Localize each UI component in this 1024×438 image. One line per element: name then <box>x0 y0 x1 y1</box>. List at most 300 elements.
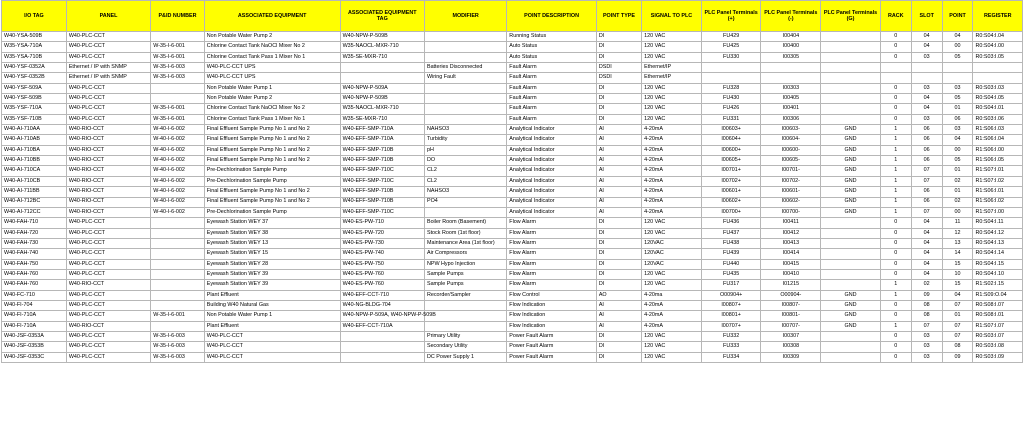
table-cell[interactable] <box>151 94 205 104</box>
table-cell[interactable]: W40-YSA-509B <box>2 32 67 42</box>
table-row[interactable] <box>2 73 1023 83</box>
table-cell[interactable]: I00707+ <box>701 321 761 331</box>
table-cell[interactable]: Plant Effluent <box>204 290 340 300</box>
table-cell[interactable]: AI <box>596 176 641 186</box>
table-cell[interactable]: pH <box>424 145 506 155</box>
table-cell[interactable]: W40-ES-PW-750 <box>340 259 424 269</box>
table-cell[interactable]: GND <box>821 300 881 310</box>
table-cell[interactable] <box>761 63 821 73</box>
table-cell[interactable]: W40-RIO-CCT <box>66 125 150 135</box>
table-cell[interactable]: 4-20ma <box>642 290 702 300</box>
table-cell[interactable]: I00604+ <box>701 135 761 145</box>
table-cell[interactable]: AO <box>596 290 641 300</box>
table-row[interactable] <box>2 135 1023 145</box>
table-cell[interactable]: Stock Room (1st floor) <box>424 228 506 238</box>
table-cell[interactable]: Analytical Indicator <box>507 187 597 197</box>
table-cell[interactable]: 120 VAC <box>642 52 702 62</box>
table-cell[interactable]: W40-PLC-CCT <box>66 42 150 52</box>
table-cell[interactable]: I00801+ <box>701 311 761 321</box>
table-row[interactable] <box>2 63 1023 73</box>
column-header[interactable]: I/O TAG <box>2 1 67 32</box>
table-cell[interactable]: Power Fault Alarm <box>507 352 597 362</box>
table-cell[interactable]: 03 <box>911 352 942 362</box>
table-cell[interactable]: Final Effluent Sample Pump No 1 and No 2 <box>204 187 340 197</box>
table-cell[interactable]: 4-20mA <box>642 166 702 176</box>
table-cell[interactable]: 1 <box>880 145 911 155</box>
table-cell[interactable]: 02 <box>942 176 973 186</box>
table-cell[interactable]: 0 <box>880 238 911 248</box>
table-cell[interactable]: 02 <box>942 197 973 207</box>
table-cell[interactable]: I00414 <box>761 249 821 259</box>
table-cell[interactable]: Boiler Room (Basement) <box>424 218 506 228</box>
table-cell[interactable]: 05 <box>942 156 973 166</box>
table-cell[interactable]: NAHSO3 <box>424 187 506 197</box>
table-cell[interactable]: W40-RIO-CCT <box>66 176 150 186</box>
table-cell[interactable]: Flow Alarm <box>507 249 597 259</box>
table-cell[interactable]: DC Power Supply 1 <box>424 352 506 362</box>
table-cell[interactable] <box>942 73 973 83</box>
table-cell[interactable]: 120VAC <box>642 249 702 259</box>
table-cell[interactable]: Flow Alarm <box>507 280 597 290</box>
table-cell[interactable]: W35-SE-MXR-710 <box>340 114 424 124</box>
table-cell[interactable]: GND <box>821 187 881 197</box>
table-cell[interactable]: W40-RIO-CCT <box>66 280 150 290</box>
table-row[interactable] <box>2 300 1023 310</box>
table-cell[interactable]: GND <box>821 166 881 176</box>
table-cell[interactable]: W-35-I-6-003 <box>151 352 205 362</box>
column-header[interactable]: MODIFIER <box>424 1 506 32</box>
table-cell[interactable] <box>821 269 881 279</box>
table-cell[interactable]: NAHSO3 <box>424 125 506 135</box>
table-cell[interactable]: 0 <box>880 269 911 279</box>
table-cell[interactable]: DI <box>596 228 641 238</box>
table-cell[interactable]: I00411 <box>761 218 821 228</box>
table-cell[interactable]: W35-NAOCL-MXR-710 <box>340 42 424 52</box>
table-cell[interactable]: W40-EFF-CCT-710A <box>340 321 424 331</box>
table-cell[interactable]: Flow Alarm <box>507 238 597 248</box>
table-cell[interactable]: I00700- <box>761 207 821 217</box>
table-cell[interactable]: Flow Indication <box>507 321 597 331</box>
table-cell[interactable]: W-35-I-6-001 <box>151 311 205 321</box>
table-cell[interactable]: Analytical Indicator <box>507 156 597 166</box>
table-row[interactable] <box>2 187 1023 197</box>
column-header[interactable]: SLOT <box>911 1 942 32</box>
table-cell[interactable]: W40-EFF-SMP-710A <box>340 135 424 145</box>
table-cell[interactable]: W40-FI-710A <box>2 311 67 321</box>
table-cell[interactable]: I00702+ <box>701 176 761 186</box>
table-cell[interactable]: Final Effluent Sample Pump No 1 and No 2 <box>204 125 340 135</box>
table-cell[interactable]: AI <box>596 300 641 310</box>
table-cell[interactable]: Maintenance Area (1st floor) <box>424 238 506 248</box>
table-cell[interactable]: I00412 <box>761 228 821 238</box>
table-row[interactable] <box>2 94 1023 104</box>
table-cell[interactable]: 04 <box>911 249 942 259</box>
table-cell[interactable]: 03 <box>911 342 942 352</box>
table-cell[interactable] <box>821 73 881 83</box>
table-cell[interactable]: 04 <box>942 290 973 300</box>
table-cell[interactable]: W40-YSF-0352B <box>2 73 67 83</box>
table-cell[interactable]: Flow Alarm <box>507 218 597 228</box>
table-cell[interactable]: R0:S04:I.04 <box>973 32 1023 42</box>
table-cell[interactable]: Power Fault Alarm <box>507 342 597 352</box>
table-cell[interactable]: Eyewash Station WEY 39 <box>204 280 340 290</box>
table-cell[interactable]: 4-20mA <box>642 311 702 321</box>
table-cell[interactable]: W-35-I-6-003 <box>151 342 205 352</box>
table-cell[interactable]: I00306 <box>761 114 821 124</box>
table-cell[interactable]: W40-RIO-CCT <box>66 321 150 331</box>
table-cell[interactable]: Wiring Fault <box>424 73 506 83</box>
table-cell[interactable]: DI <box>596 249 641 259</box>
table-cell[interactable]: 07 <box>942 331 973 341</box>
table-cell[interactable]: I00605+ <box>701 156 761 166</box>
table-row[interactable] <box>2 321 1023 331</box>
table-cell[interactable]: 1 <box>880 280 911 290</box>
table-cell[interactable]: O00904- <box>761 290 821 300</box>
table-cell[interactable] <box>424 114 506 124</box>
table-cell[interactable]: 4-20mA <box>642 207 702 217</box>
table-cell[interactable]: W40-PLC-CCT <box>66 331 150 341</box>
table-cell[interactable] <box>880 73 911 83</box>
table-cell[interactable]: Fault Alarm <box>507 94 597 104</box>
table-cell[interactable]: W40-RIO-CCT <box>66 145 150 155</box>
table-cell[interactable]: R0:S03:I.05 <box>973 52 1023 62</box>
table-cell[interactable]: W40-PLC-CCT <box>66 83 150 93</box>
table-cell[interactable]: W35-NAOCL-MXR-710 <box>340 104 424 114</box>
table-cell[interactable]: 0 <box>880 331 911 341</box>
table-cell[interactable]: 13 <box>942 238 973 248</box>
table-cell[interactable]: 08 <box>911 300 942 310</box>
table-cell[interactable]: W-35-I-6-001 <box>151 52 205 62</box>
table-cell[interactable] <box>151 218 205 228</box>
table-cell[interactable]: GND <box>821 135 881 145</box>
column-header[interactable]: POINT TYPE <box>596 1 641 32</box>
table-cell[interactable]: Final Effluent Sample Pump No 1 and No 2 <box>204 145 340 155</box>
table-cell[interactable]: 09 <box>942 352 973 362</box>
table-cell[interactable]: 01 <box>942 104 973 114</box>
table-cell[interactable]: FU439 <box>701 249 761 259</box>
table-cell[interactable] <box>821 63 881 73</box>
table-cell[interactable]: I00601+ <box>701 187 761 197</box>
table-cell[interactable]: 0 <box>880 114 911 124</box>
table-cell[interactable]: W40-EFF-SMP-710B <box>340 187 424 197</box>
table-cell[interactable] <box>340 73 424 83</box>
table-cell[interactable] <box>424 42 506 52</box>
table-cell[interactable] <box>701 73 761 83</box>
table-cell[interactable]: W40-EFF-SMP-710C <box>340 176 424 186</box>
table-cell[interactable]: R0:S08:I.01 <box>973 311 1023 321</box>
table-cell[interactable]: 4-20mA <box>642 300 702 310</box>
table-cell[interactable]: DI <box>596 52 641 62</box>
table-cell[interactable]: W40-RIO-CCT <box>66 207 150 217</box>
table-cell[interactable]: 15 <box>942 280 973 290</box>
table-cell[interactable]: W35-SE-MXR-710 <box>340 52 424 62</box>
table-cell[interactable]: AI <box>596 135 641 145</box>
table-cell[interactable]: 4-20mA <box>642 321 702 331</box>
table-cell[interactable]: W-40-I-6-002 <box>151 125 205 135</box>
table-cell[interactable]: Power Fault Alarm <box>507 331 597 341</box>
table-cell[interactable]: Flow Alarm <box>507 269 597 279</box>
table-cell[interactable] <box>821 83 881 93</box>
table-cell[interactable]: W-35-I-6-001 <box>151 42 205 52</box>
table-cell[interactable]: I00405 <box>761 94 821 104</box>
table-cell[interactable] <box>340 63 424 73</box>
table-cell[interactable]: W35-YSF-710A <box>2 104 67 114</box>
table-cell[interactable]: 07 <box>911 176 942 186</box>
table-cell[interactable]: Chlorine Contact Tank Pass 1 Mixer No 1 <box>204 114 340 124</box>
table-cell[interactable]: Non Potable Water Pump 1 <box>204 83 340 93</box>
table-cell[interactable]: GND <box>821 197 881 207</box>
table-cell[interactable]: R1:S06:I.05 <box>973 156 1023 166</box>
table-cell[interactable]: W40-NG-BLDG-704 <box>340 300 424 310</box>
table-cell[interactable]: Ethernet / IP with SNMP <box>66 63 150 73</box>
table-cell[interactable]: I00702- <box>761 176 821 186</box>
table-cell[interactable]: 03 <box>911 83 942 93</box>
table-cell[interactable]: 4-20mA <box>642 125 702 135</box>
table-cell[interactable] <box>340 331 424 341</box>
table-cell[interactable]: W40-FAH-760 <box>2 280 67 290</box>
table-cell[interactable]: W40-PLC-CCT <box>66 32 150 42</box>
table-cell[interactable]: 4-20mA <box>642 187 702 197</box>
table-cell[interactable]: R0:S04:I.05 <box>973 94 1023 104</box>
table-cell[interactable]: Ethernet/IP <box>642 63 702 73</box>
table-cell[interactable] <box>424 94 506 104</box>
table-cell[interactable]: W40-YSF-509A <box>2 83 67 93</box>
table-cell[interactable]: W40-PLC-CCT <box>66 311 150 321</box>
table-cell[interactable]: I00601- <box>761 187 821 197</box>
table-cell[interactable]: Analytical Indicator <box>507 207 597 217</box>
table-cell[interactable]: W40-ES-PW-760 <box>340 269 424 279</box>
table-cell[interactable]: 0 <box>880 249 911 259</box>
table-cell[interactable]: Recorder/Sampler <box>424 290 506 300</box>
table-cell[interactable]: W40-PLC-CCT <box>66 269 150 279</box>
table-cell[interactable] <box>151 259 205 269</box>
table-cell[interactable]: DI <box>596 83 641 93</box>
table-cell[interactable]: Batteries Disconnected <box>424 63 506 73</box>
table-cell[interactable]: 1 <box>880 156 911 166</box>
table-cell[interactable] <box>701 63 761 73</box>
table-cell[interactable]: 120 VAC <box>642 331 702 341</box>
table-cell[interactable]: W40-EFF-SMP-710C <box>340 207 424 217</box>
table-cell[interactable]: DI <box>596 342 641 352</box>
table-cell[interactable]: W40-RIO-CCT <box>66 156 150 166</box>
table-cell[interactable]: I00701+ <box>701 166 761 176</box>
table-cell[interactable]: I00600- <box>761 145 821 155</box>
table-cell[interactable]: FU437 <box>701 228 761 238</box>
table-cell[interactable]: Eyewash Station WEY 28 <box>204 259 340 269</box>
table-cell[interactable]: 03 <box>911 331 942 341</box>
table-cell[interactable]: Secondary Utility <box>424 342 506 352</box>
table-cell[interactable]: 1 <box>880 176 911 186</box>
table-cell[interactable] <box>942 63 973 73</box>
table-cell[interactable]: I00700+ <box>701 207 761 217</box>
table-row[interactable] <box>2 83 1023 93</box>
table-cell[interactable]: W40-AI-711BB <box>2 187 67 197</box>
table-cell[interactable]: 0 <box>880 32 911 42</box>
table-cell[interactable]: 07 <box>911 166 942 176</box>
table-cell[interactable] <box>151 300 205 310</box>
table-cell[interactable]: Analytical Indicator <box>507 135 597 145</box>
table-cell[interactable]: Eyewash Station WEY 13 <box>204 238 340 248</box>
column-header[interactable]: PLC Panel Terminals (G) <box>821 1 881 32</box>
table-cell[interactable]: Sample Pumps <box>424 280 506 290</box>
table-cell[interactable] <box>340 352 424 362</box>
table-cell[interactable]: W40-YSF-509B <box>2 94 67 104</box>
table-cell[interactable]: R0:S03:I.03 <box>973 83 1023 93</box>
table-cell[interactable]: 09 <box>911 290 942 300</box>
table-cell[interactable]: W40-AI-710CB <box>2 176 67 186</box>
table-cell[interactable]: CL2 <box>424 166 506 176</box>
table-row[interactable] <box>2 249 1023 259</box>
table-row[interactable] <box>2 166 1023 176</box>
table-row[interactable] <box>2 342 1023 352</box>
column-header[interactable]: PLC Panel Terminals (+) <box>701 1 761 32</box>
table-cell[interactable]: 15 <box>942 259 973 269</box>
table-cell[interactable]: W-40-I-6-002 <box>151 187 205 197</box>
table-cell[interactable]: I00600+ <box>701 145 761 155</box>
table-row[interactable] <box>2 290 1023 300</box>
table-row[interactable] <box>2 352 1023 362</box>
table-cell[interactable]: 04 <box>911 238 942 248</box>
column-header[interactable]: PLC Panel Terminals (-) <box>761 1 821 32</box>
table-cell[interactable]: Fault Alarm <box>507 104 597 114</box>
table-cell[interactable]: I01215 <box>761 280 821 290</box>
table-cell[interactable]: 120 VAC <box>642 342 702 352</box>
table-cell[interactable]: Fault Alarm <box>507 83 597 93</box>
table-cell[interactable]: W40-FC-710 <box>2 290 67 300</box>
table-cell[interactable]: W40-AI-712BC <box>2 197 67 207</box>
table-cell[interactable]: FU334 <box>701 352 761 362</box>
table-cell[interactable]: I00307 <box>761 331 821 341</box>
table-cell[interactable]: 00 <box>942 145 973 155</box>
column-header[interactable]: P&ID NUMBER <box>151 1 205 32</box>
table-cell[interactable]: W40-AI-710BA <box>2 145 67 155</box>
table-cell[interactable] <box>821 331 881 341</box>
table-cell[interactable]: W40-EFF-SMP-710B <box>340 197 424 207</box>
table-cell[interactable]: 07 <box>911 321 942 331</box>
table-row[interactable] <box>2 125 1023 135</box>
table-cell[interactable]: R0:S08:I.07 <box>973 300 1023 310</box>
table-cell[interactable]: Eyewash Station WEY 39 <box>204 269 340 279</box>
table-cell[interactable]: DI <box>596 104 641 114</box>
table-cell[interactable]: I00400 <box>761 42 821 52</box>
column-header[interactable]: ASSOCIATED EQUIPMENT <box>204 1 340 32</box>
table-cell[interactable]: Turbidity <box>424 135 506 145</box>
table-cell[interactable]: 120VAC <box>642 259 702 269</box>
table-cell[interactable]: I00707- <box>761 321 821 331</box>
table-cell[interactable]: GND <box>821 321 881 331</box>
table-cell[interactable]: DI <box>596 331 641 341</box>
table-cell[interactable]: W40-JSF-0353B <box>2 342 67 352</box>
table-cell[interactable]: W40-AI-710CA <box>2 166 67 176</box>
table-cell[interactable] <box>821 42 881 52</box>
table-cell[interactable]: W-40-I-6-002 <box>151 207 205 217</box>
table-row[interactable] <box>2 207 1023 217</box>
table-cell[interactable]: W40-PLC-CCT <box>204 342 340 352</box>
table-cell[interactable] <box>821 259 881 269</box>
table-cell[interactable]: W40-PLC-CCT <box>66 300 150 310</box>
table-row[interactable] <box>2 32 1023 42</box>
table-cell[interactable]: Non Potable Water Pump 2 <box>204 32 340 42</box>
table-cell[interactable] <box>821 249 881 259</box>
table-cell[interactable]: 05 <box>942 94 973 104</box>
table-cell[interactable]: DI <box>596 352 641 362</box>
table-cell[interactable]: FU435 <box>701 269 761 279</box>
table-cell[interactable]: AI <box>596 207 641 217</box>
table-cell[interactable] <box>151 290 205 300</box>
table-cell[interactable]: PO4 <box>424 197 506 207</box>
table-cell[interactable]: W35-YSA-710A <box>2 42 67 52</box>
table-cell[interactable]: FU425 <box>701 42 761 52</box>
table-cell[interactable]: I00603- <box>761 125 821 135</box>
table-cell[interactable]: Chlorine Contact Tank Pass 1 Mixer No 1 <box>204 52 340 62</box>
table-cell[interactable]: W40-AI-710AA <box>2 125 67 135</box>
table-cell[interactable]: FU317 <box>701 280 761 290</box>
table-row[interactable] <box>2 269 1023 279</box>
table-cell[interactable]: W40-FAH-730 <box>2 238 67 248</box>
table-cell[interactable] <box>821 228 881 238</box>
table-cell[interactable]: W40-EFF-SMP-710A <box>340 125 424 135</box>
table-cell[interactable]: FU438 <box>701 238 761 248</box>
table-cell[interactable]: Analytical Indicator <box>507 166 597 176</box>
table-cell[interactable]: 1 <box>880 166 911 176</box>
table-cell[interactable]: NPW Hypo Injection <box>424 259 506 269</box>
table-cell[interactable]: 4-20mA <box>642 145 702 155</box>
table-cell[interactable]: W40-AI-710BB <box>2 156 67 166</box>
table-cell[interactable]: R0:S04:I.00 <box>973 42 1023 52</box>
table-cell[interactable] <box>151 238 205 248</box>
table-cell[interactable]: R1:S07:I.01 <box>973 166 1023 176</box>
table-cell[interactable]: 03 <box>942 83 973 93</box>
table-cell[interactable]: W-40-I-6-002 <box>151 166 205 176</box>
table-cell[interactable]: 07 <box>942 300 973 310</box>
table-cell[interactable]: R0:S03:I.07 <box>973 331 1023 341</box>
table-cell[interactable]: Fault Alarm <box>507 63 597 73</box>
table-cell[interactable]: Chlorine Contact Tank NaOCl Mixer No 2 <box>204 104 340 114</box>
table-cell[interactable] <box>424 311 506 321</box>
table-cell[interactable]: I00807+ <box>701 300 761 310</box>
table-cell[interactable]: 1 <box>880 125 911 135</box>
table-row[interactable] <box>2 114 1023 124</box>
table-cell[interactable]: 07 <box>942 321 973 331</box>
table-cell[interactable] <box>973 73 1023 83</box>
table-cell[interactable]: I00305 <box>761 52 821 62</box>
table-cell[interactable]: 0 <box>880 342 911 352</box>
table-cell[interactable]: CL2 <box>424 176 506 186</box>
table-cell[interactable]: Air Compressors <box>424 249 506 259</box>
table-cell[interactable]: FU333 <box>701 342 761 352</box>
table-cell[interactable]: W40-PLC-CCT <box>66 259 150 269</box>
table-cell[interactable]: 0 <box>880 83 911 93</box>
table-cell[interactable]: W40-FAH-720 <box>2 228 67 238</box>
table-cell[interactable]: W40-RIO-CCT <box>66 135 150 145</box>
table-cell[interactable]: GND <box>821 156 881 166</box>
table-cell[interactable] <box>340 342 424 352</box>
table-cell[interactable]: Fault Alarm <box>507 114 597 124</box>
table-cell[interactable]: R0:S04:I.11 <box>973 218 1023 228</box>
table-cell[interactable]: I00413 <box>761 238 821 248</box>
table-cell[interactable]: FU426 <box>701 104 761 114</box>
table-cell[interactable]: 120 VAC <box>642 352 702 362</box>
table-cell[interactable]: FU331 <box>701 114 761 124</box>
table-cell[interactable]: W-35-I-6-003 <box>151 63 205 73</box>
table-cell[interactable] <box>821 238 881 248</box>
table-cell[interactable]: 06 <box>911 156 942 166</box>
column-header[interactable]: REGISTER <box>973 1 1023 32</box>
column-header[interactable]: RACK <box>880 1 911 32</box>
table-cell[interactable]: W40-NPW-P-509B <box>340 94 424 104</box>
table-cell[interactable] <box>151 269 205 279</box>
table-cell[interactable] <box>424 207 506 217</box>
